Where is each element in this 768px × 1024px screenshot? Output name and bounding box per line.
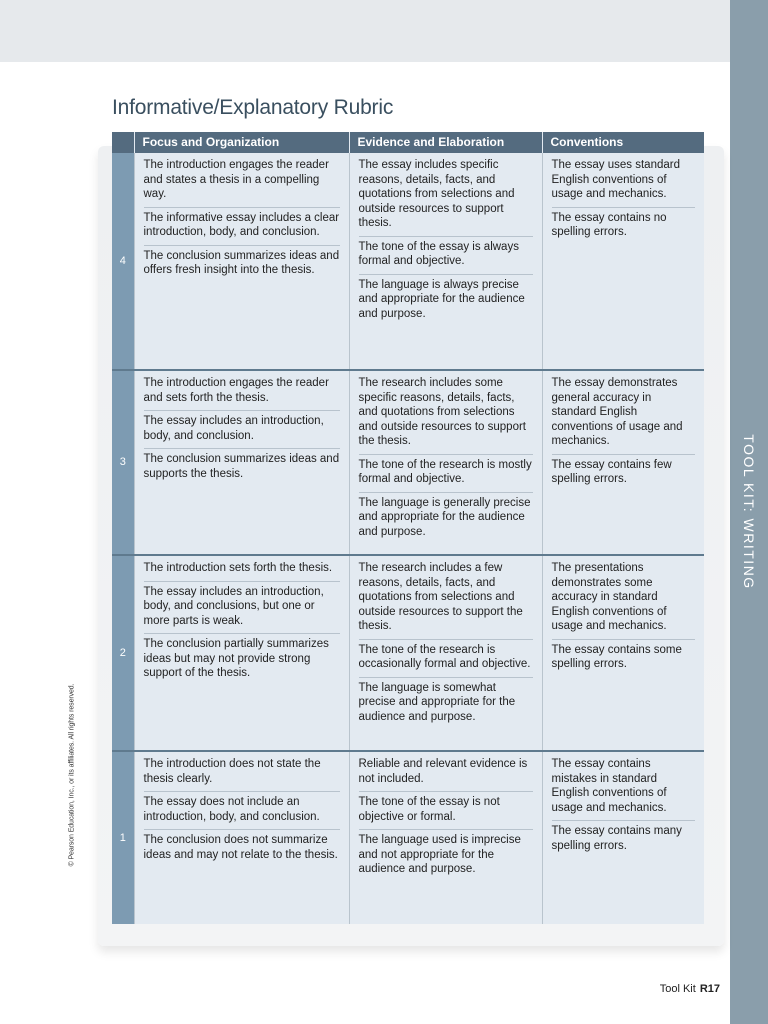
- rubric-row-4: [112, 153, 704, 370]
- side-tab: [730, 0, 768, 1024]
- criterion: The tone of the research is mostly formal and objective.: [359, 454, 533, 492]
- focus-cell: [134, 751, 349, 924]
- criterion: The introduction does not state the thesis clearly.: [143, 758, 321, 785]
- criterion: The tone of the essay is always formal and objective.: [359, 236, 533, 274]
- evidence-cell: [349, 153, 542, 370]
- criterion: The introduction engages the reader and states a thesis in a compelling way.: [143, 159, 329, 200]
- criterion: Reliable and relevant evidence is not included.: [358, 758, 528, 785]
- page-title: Informative/Explanatory Rubric: [112, 96, 394, 119]
- evidence-cell: [349, 370, 542, 555]
- score-cell: 4: [112, 153, 134, 370]
- rubric-row-1: [112, 751, 704, 924]
- criterion: The conclusion summarizes ideas and offers fresh insight into the thesis.: [144, 245, 340, 283]
- conventions-cell: [542, 555, 704, 751]
- focus-cell: [134, 370, 349, 555]
- criterion: The essay uses standard English conventions of usage and mechanics.: [551, 159, 680, 200]
- criterion: The conclusion summarizes ideas and supports the thesis.: [144, 448, 340, 486]
- criterion: The research includes a few reasons, details, facts, and quotations from selections and outside resources to support the thesis.: [358, 562, 523, 632]
- header-corner: [112, 132, 134, 153]
- footer-section: Tool Kit: [659, 983, 696, 995]
- conventions-cell: [542, 751, 704, 924]
- criterion: The tone of the research is occasionally formal and objective.: [359, 639, 533, 677]
- criterion: The language used is imprecise and not appropriate for the audience and purpose.: [359, 829, 533, 882]
- criterion: The language is somewhat precise and appropriate for the audience and purpose.: [359, 677, 533, 730]
- score-cell: 3: [112, 370, 134, 555]
- column-header-focus: Focus and Organization: [134, 132, 349, 153]
- criterion: The introduction sets forth the thesis.: [143, 562, 333, 574]
- criterion: The essay demonstrates general accuracy in standard English conventions of usage and mechanics.: [551, 377, 683, 447]
- score-cell: 1: [112, 751, 134, 924]
- conventions-cell: [542, 153, 704, 370]
- page-footer: [660, 983, 720, 995]
- evidence-cell: [349, 555, 542, 751]
- rubric-table: [112, 132, 704, 924]
- criterion: The essay does not include an introduction, body, and conclusion.: [144, 791, 340, 829]
- rubric-row-3: [112, 370, 704, 555]
- criterion: The essay includes an introduction, body, and conclusion.: [144, 410, 340, 448]
- conventions-cell: [542, 370, 704, 555]
- focus-cell: [134, 153, 349, 370]
- criterion: The introduction engages the reader and sets forth the thesis.: [143, 377, 329, 404]
- header-row: [112, 132, 704, 153]
- criterion: The essay contains no spelling errors.: [552, 207, 696, 245]
- column-header-conventions: Conventions: [542, 132, 704, 153]
- copyright-notice: © Pearson Education, Inc., or its affiliates. All rights reserved.: [68, 683, 76, 867]
- criterion: The research includes some specific reasons, details, facts, and quotations from selections and outside resources to support the thesis.: [358, 377, 526, 447]
- score-cell: 2: [112, 555, 134, 751]
- criterion: The essay contains many spelling errors.: [552, 820, 696, 858]
- criterion: The essay contains mistakes in standard English conventions of usage and mechanics.: [551, 758, 667, 814]
- column-header-evidence: Evidence and Elaboration: [349, 132, 542, 153]
- criterion: The essay includes specific reasons, details, facts, and quotations from selections and outside resources to support thesis.: [358, 159, 515, 229]
- criterion: The conclusion partially summarizes ideas but may not provide strong support of the thesis.: [144, 633, 340, 686]
- top-band: [0, 0, 730, 62]
- criterion: The conclusion does not summarize ideas and may not relate to the thesis.: [144, 829, 340, 867]
- focus-cell: [134, 555, 349, 751]
- criterion: The essay contains some spelling errors.: [552, 639, 696, 677]
- criterion: The informative essay includes a clear introduction, body, and conclusion.: [144, 207, 340, 245]
- page-number: R17: [699, 983, 720, 995]
- criterion: The presentations demonstrates some accuracy in standard English conventions of usage and mechanics.: [551, 562, 667, 632]
- criterion: The essay includes an introduction, body, and conclusions, but one or more parts is weak.: [144, 581, 340, 634]
- criterion: The essay contains few spelling errors.: [552, 454, 696, 492]
- criterion: The tone of the essay is not objective or formal.: [359, 791, 533, 829]
- rubric-row-2: [112, 555, 704, 751]
- side-tab-label: TOOL KIT: WRITING: [741, 434, 757, 590]
- criterion: The language is always precise and appropriate for the audience and purpose.: [359, 274, 533, 327]
- evidence-cell: [349, 751, 542, 924]
- criterion: The language is generally precise and appropriate for the audience and purpose.: [359, 492, 533, 545]
